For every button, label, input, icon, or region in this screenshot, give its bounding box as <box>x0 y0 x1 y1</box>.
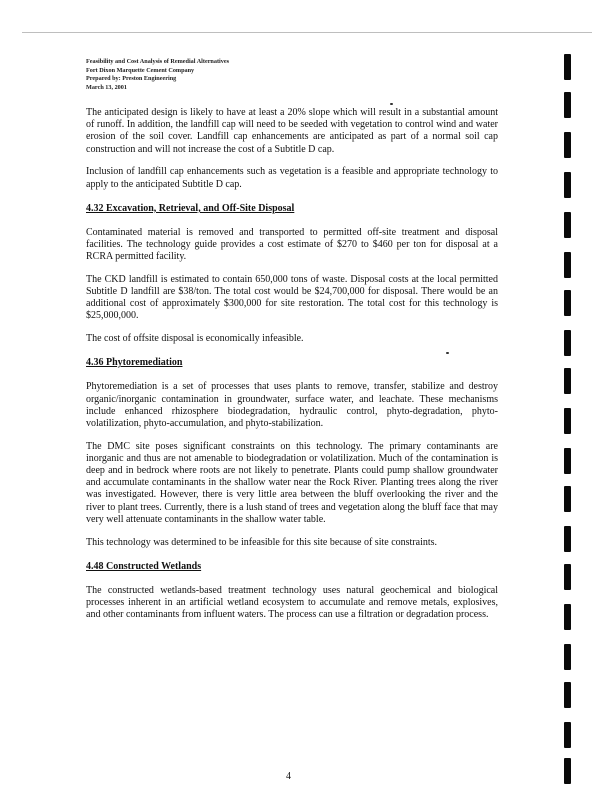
section-heading-wetlands: 4.48 Constructed Wetlands <box>86 560 202 572</box>
binder-mark <box>564 448 571 474</box>
scan-speck <box>446 352 449 354</box>
paragraph-offsite-infeasible: The cost of offsite disposal is economically infeasible. <box>86 333 304 345</box>
header-date-line: March 13, 2001 <box>86 83 127 91</box>
header-title-line: Feasibility and Cost Analysis of Remedial Alternatives <box>86 58 229 65</box>
binder-mark <box>564 212 571 238</box>
paragraph-excavation-description: Contaminated material is removed and transported to permitted off-site treatment and disposal facilities. The technology guide provides a cost estimate of $270 to $460 per ton for disposal at a RCRA permitted facility. <box>86 226 498 263</box>
binder-mark <box>564 408 571 434</box>
binder-tab-marks <box>562 54 576 784</box>
binder-mark <box>564 290 571 316</box>
paragraph-phyto-description: Phytoremediation is a set of processes that uses plants to remove, transfer, stabilize and destroy organic/inorganic contamination in groundwater, surface water, and leachate. These mechanisms include enhanced rhizosphere biodegradation, hydraulic control, phyto-degradation, phyto-volatilization, phyto-accumulation, and phyto-stabilization. <box>86 381 498 429</box>
header-company-line: Fort Dixon Marquette Cement Company <box>86 66 195 74</box>
binder-mark <box>564 604 571 630</box>
section-heading-phytoremediation: 4.36 Phytoremediation <box>86 357 183 369</box>
binder-mark <box>564 758 571 784</box>
paragraph-landfill-slope: The anticipated design is likely to have at least a 20% slope which will result in a substantial amount of runoff. In addition, the landfill cap will need to be seeded with vegetation to control wind and water erosion of the soil cover. Landfill cap enhancements are anticipated as part of a normal soil cap construction and will not increase the cost of a Subtitle D cap. <box>86 107 498 155</box>
paragraph-dmc-constraints: The DMC site poses significant constraints on this technology. The primary contaminants are inorganic and thus are not amenable to biodegradation or volatilization. Much of the contamination is deep and in bedrock where roots are not likely to penetrate. Plants could pump shallow groundwater and accumulate contaminants in the shallow water near the Rock River. Planting trees along the river was investigated. However, there is very little area between the bluff overlooking the river and the river to plant trees. Currently, there is a lush stand of trees and vegetation along the bluff face that may very well attenuate contaminants in the shallow water table. <box>86 440 498 525</box>
binder-mark <box>564 564 571 590</box>
binder-mark <box>564 54 571 80</box>
document-body <box>86 107 498 621</box>
binder-mark <box>564 682 571 708</box>
paragraph-ckd-cost: The CKD landfill is estimated to contain 650,000 tons of waste. Disposal costs at the local permitted Subtitle D landfill are $38/ton. The total cost would be $24,700,000 for disposal. There would be an additional cost of approximately $300,000 for site restoration. The total cost for this technology is $25,000,000. <box>86 273 498 322</box>
binder-mark <box>564 92 571 118</box>
binder-mark <box>564 132 571 158</box>
binder-mark <box>564 368 571 394</box>
binder-mark <box>564 486 571 512</box>
paragraph-cap-enhancements: Inclusion of landfill cap enhancements such as vegetation is a feasible and appropriate technology to apply to the anticipated Subtitle D cap. <box>86 166 498 190</box>
binder-mark <box>564 722 571 748</box>
binder-mark <box>564 644 571 670</box>
binder-mark <box>564 330 571 356</box>
paragraph-wetlands-description: The constructed wetlands-based treatment technology uses natural geochemical and biological processes inherent in an artificial wetland ecosystem to accumulate and remove metals, explosives, and other contaminants from influent waters. The process can use a filtration or degradation process. <box>86 584 498 621</box>
binder-mark <box>564 526 571 552</box>
header-preparer-line: Prepared by: Preston Engineering <box>86 75 177 83</box>
section-heading-excavation: 4.32 Excavation, Retrieval, and Off-Site Disposal <box>86 202 295 214</box>
scan-edge-line <box>22 32 592 33</box>
paragraph-phyto-infeasible: This technology was determined to be infeasible for this site because of site constraints. <box>86 536 438 548</box>
binder-mark <box>564 172 571 198</box>
binder-mark <box>564 252 571 278</box>
scan-speck <box>390 103 393 105</box>
page-number: 4 <box>286 771 291 782</box>
document-header <box>86 58 229 92</box>
